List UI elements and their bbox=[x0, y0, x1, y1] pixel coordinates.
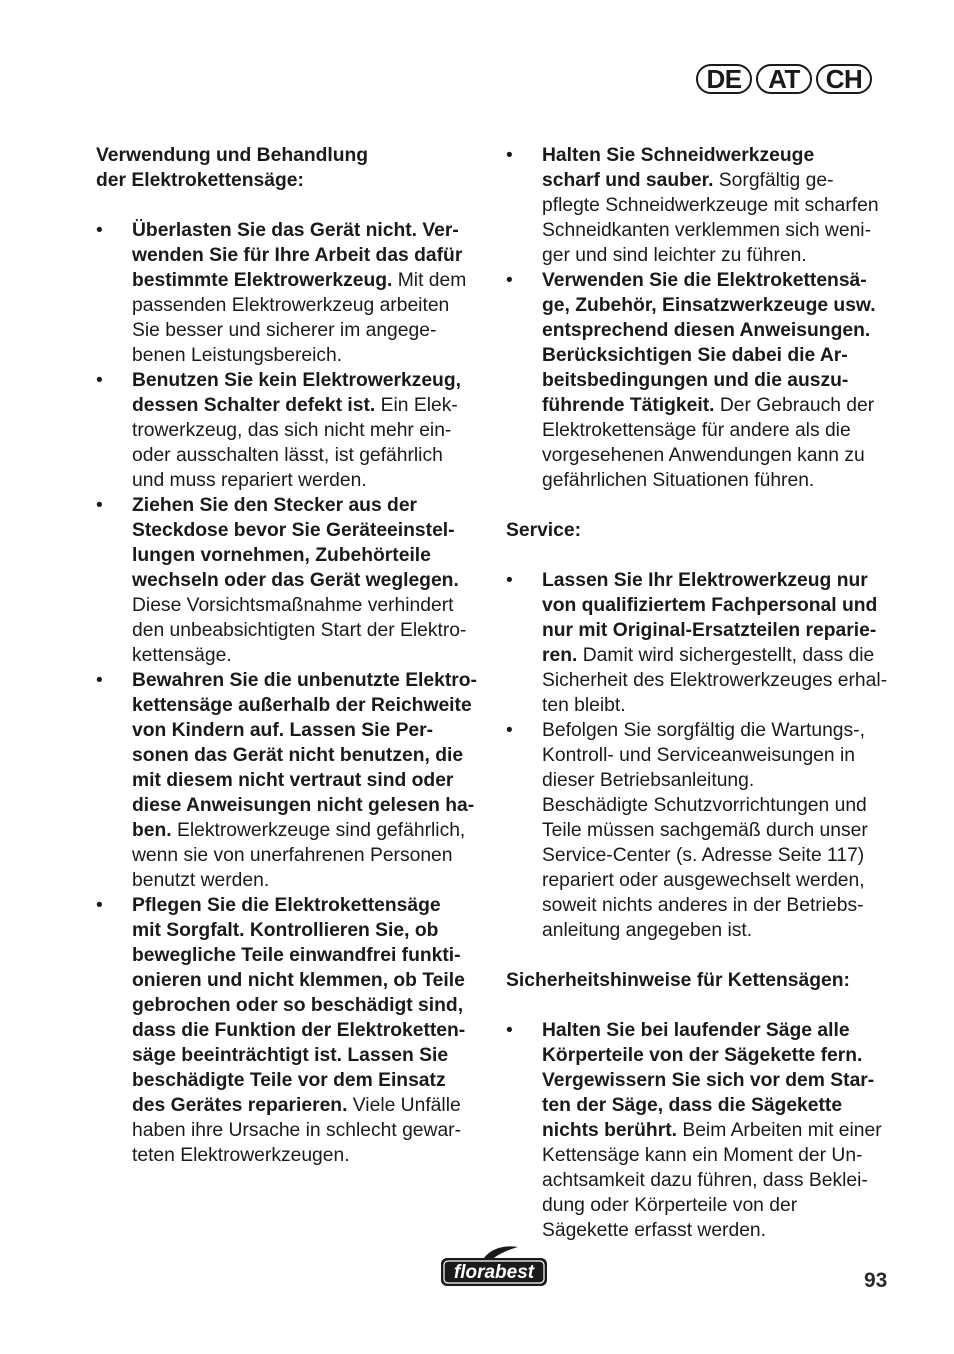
text-line: Vergewissern Sie sich vor dem Star- bbox=[542, 1070, 875, 1091]
item-text bbox=[132, 218, 486, 368]
text-line: Verwenden Sie die Elektrokettensä- bbox=[542, 270, 867, 291]
service-list bbox=[506, 568, 896, 718]
text-line: nur mit Original-Ersatzteilen reparie- bbox=[542, 620, 877, 641]
text-line bbox=[132, 568, 486, 593]
text-line: Elektrokettensäge für andere als die bbox=[542, 420, 851, 441]
text-line: entsprechend diesen Anweisungen. bbox=[542, 320, 871, 341]
bold-lead: ren. bbox=[542, 645, 578, 666]
item-text bbox=[132, 368, 486, 493]
text-line: lungen vornehmen, Zubehörteile bbox=[132, 545, 431, 566]
text-line: kettensäge. bbox=[132, 645, 232, 666]
bullet: • bbox=[96, 495, 103, 516]
bold-lead: dessen Schalter defekt ist. bbox=[132, 395, 376, 416]
bullet: • bbox=[506, 1020, 513, 1041]
text-line: Benutzen Sie kein Elektrowerkzeug, bbox=[132, 370, 461, 391]
text-line bbox=[132, 268, 486, 293]
text-line bbox=[542, 393, 896, 418]
page-number: 93 bbox=[864, 1269, 888, 1292]
bullet: • bbox=[506, 570, 513, 591]
text-line: passenden Elektrowerkzeug arbeiten bbox=[132, 295, 450, 316]
text-line: Bewahren Sie die unbenutzte Elektro- bbox=[132, 670, 477, 691]
text-line: den unbeabsichtigten Start der Elektro- bbox=[132, 620, 467, 641]
section-heading-usage: Verwendung und Behandlung der Elektrokettensäge: bbox=[96, 145, 369, 191]
list-item bbox=[96, 493, 486, 668]
text-line: sonen das Gerät nicht benutzen, die bbox=[132, 745, 464, 766]
text-line: haben ihre Ursache in schlecht gewar- bbox=[132, 1120, 462, 1141]
list-item bbox=[96, 218, 486, 368]
text-line: ger und sind leichter zu führen. bbox=[542, 245, 807, 266]
normal-text: Viele Unfälle bbox=[347, 1095, 461, 1116]
item-text bbox=[542, 268, 896, 493]
safety-list bbox=[506, 1018, 896, 1243]
text-line: Sicherheit des Elektrowerkzeuges erhal- bbox=[542, 670, 888, 691]
text-line bbox=[132, 1093, 486, 1118]
text-line: ten bleibt. bbox=[542, 695, 626, 716]
text-line: Ziehen Sie den Stecker aus der bbox=[132, 495, 418, 516]
bullet: • bbox=[96, 370, 103, 391]
text-line: Sägekette erfasst werden. bbox=[542, 1220, 767, 1241]
text-line: ten der Säge, dass die Sägekette bbox=[542, 1095, 843, 1116]
text-line: bewegliche Teile einwandfrei funkti- bbox=[132, 945, 461, 966]
normal-text: Ein Elek- bbox=[375, 395, 458, 416]
bullet: • bbox=[96, 670, 103, 691]
text-line: Schneidkanten verklemmen sich weni- bbox=[542, 220, 872, 241]
text-line bbox=[132, 818, 486, 843]
bullet: • bbox=[506, 145, 513, 166]
text-line: pflegte Schneidwerkzeuge mit scharfen bbox=[542, 195, 879, 216]
text-line: Diese Vorsichtsmaßnahme verhindert bbox=[132, 595, 454, 616]
list-item bbox=[96, 893, 486, 1168]
bold-lead: nichts berührt. bbox=[542, 1120, 677, 1141]
text-line bbox=[542, 168, 896, 193]
item-text bbox=[132, 668, 486, 893]
text-line: teten Elektrowerkzeugen. bbox=[132, 1145, 350, 1166]
item-text: Befolgen Sie sorgfältig die Wartungs-, Kontroll- und Serviceanweisungen in dieser Betriebsanleitung. Beschädigte Schutzvorrichtungen und Teile müssen sachgemäß durch unser Service-Center (s. Adresse Seite 117) repariert oder ausgewechselt werden, soweit nichts anderes in der Betriebs- anleitung angegeben ist. bbox=[542, 720, 868, 941]
bold-lead: des Gerätes reparieren. bbox=[132, 1095, 348, 1116]
text-line: Pflegen Sie die Elektrokettensäge bbox=[132, 895, 441, 916]
text-line: dung oder Körperteile von der bbox=[542, 1195, 798, 1216]
text-line: Berücksichtigen Sie dabei die Ar- bbox=[542, 345, 848, 366]
text-line: von Kindern auf. Lassen Sie Per- bbox=[132, 720, 434, 741]
text-line bbox=[132, 393, 486, 418]
text-line bbox=[542, 643, 896, 668]
text-line: Halten Sie bei laufender Säge alle bbox=[542, 1020, 850, 1041]
item-text bbox=[132, 493, 486, 668]
usage-list bbox=[96, 218, 486, 1168]
text-line: onieren und nicht klemmen, ob Teile bbox=[132, 970, 465, 991]
text-line: oder ausschalten lässt, ist gefährlich bbox=[132, 445, 443, 466]
list-item bbox=[96, 368, 486, 493]
florabest-logo bbox=[438, 1244, 550, 1290]
country-badge-de: DE bbox=[696, 64, 752, 94]
bullet: • bbox=[506, 720, 513, 741]
text-line: ge, Zubehör, Einsatzwerkzeuge usw. bbox=[542, 295, 876, 316]
text-line: Kettensäge kann ein Moment der Un- bbox=[542, 1145, 863, 1166]
text-line: mit diesem nicht vertraut sind oder bbox=[132, 770, 454, 791]
text-line: achtsamkeit dazu führen, dass Beklei- bbox=[542, 1170, 868, 1191]
bullet: • bbox=[96, 220, 103, 241]
section-heading-safety: Sicherheitshinweise für Kettensägen: bbox=[506, 970, 850, 991]
text-line: beitsbedingungen und die auszu- bbox=[542, 370, 849, 391]
left-column bbox=[96, 143, 486, 1168]
text-line: Körperteile von der Sägekette fern. bbox=[542, 1045, 863, 1066]
text-line: gebrochen oder so beschädigt sind, bbox=[132, 995, 464, 1016]
text-line: dass die Funktion der Elektroketten- bbox=[132, 1020, 466, 1041]
text-line: Überlasten Sie das Gerät nicht. Ver- bbox=[132, 220, 459, 241]
text-line: trowerkzeug, das sich nicht mehr ein- bbox=[132, 420, 452, 441]
bullet: • bbox=[96, 895, 103, 916]
bold-lead: führende Tätigkeit. bbox=[542, 395, 715, 416]
list-item bbox=[506, 1018, 896, 1243]
text-line: und muss repariert werden. bbox=[132, 470, 367, 491]
text-line: kettensäge außerhalb der Reichweite bbox=[132, 695, 472, 716]
item-text bbox=[542, 568, 896, 718]
text-line: säge beeinträchtigt ist. Lassen Sie bbox=[132, 1045, 449, 1066]
section-heading-service: Service: bbox=[506, 520, 582, 541]
normal-text: Mit dem bbox=[392, 270, 467, 291]
text-line: Sie besser und sicherer im angege- bbox=[132, 320, 437, 341]
text-line: beschädigte Teile vor dem Einsatz bbox=[132, 1070, 446, 1091]
item-text bbox=[132, 893, 486, 1168]
cutting-tools-list bbox=[506, 143, 896, 493]
list-item bbox=[506, 143, 896, 268]
normal-text: Beim Arbeiten mit einer bbox=[676, 1120, 882, 1141]
text-line: vorgesehenen Anwendungen kann zu bbox=[542, 445, 865, 466]
text-line: benen Leistungsbereich. bbox=[132, 345, 343, 366]
text-line: Steckdose bevor Sie Geräteeinstel- bbox=[132, 520, 455, 541]
bullet: • bbox=[506, 270, 513, 291]
list-item bbox=[506, 568, 896, 718]
normal-text: Elektrowerkzeuge sind gefährlich, bbox=[171, 820, 466, 841]
normal-text: Sorgfältig ge- bbox=[713, 170, 834, 191]
list-item bbox=[506, 718, 896, 943]
text-line: Lassen Sie Ihr Elektrowerkzeug nur bbox=[542, 570, 868, 591]
text-line: Halten Sie Schneidwerkzeuge bbox=[542, 145, 815, 166]
text-line: benutzt werden. bbox=[132, 870, 270, 891]
text-line: von qualifiziertem Fachpersonal und bbox=[542, 595, 878, 616]
text-line: mit Sorgfalt. Kontrollieren Sie, ob bbox=[132, 920, 439, 941]
item-text bbox=[542, 1018, 896, 1243]
country-badges bbox=[696, 64, 872, 94]
text-line: gefährlichen Situationen führen. bbox=[542, 470, 815, 491]
right-column bbox=[506, 143, 896, 1243]
bold-lead: wechseln oder das Gerät weglegen. bbox=[132, 570, 459, 591]
text-line: wenn sie von unerfahrenen Personen bbox=[132, 845, 453, 866]
bold-lead: ben. bbox=[132, 820, 172, 841]
normal-text: Der Gebrauch der bbox=[714, 395, 875, 416]
list-item bbox=[506, 268, 896, 493]
country-badge-at: AT bbox=[756, 64, 812, 94]
text-line bbox=[542, 1118, 896, 1143]
list-item bbox=[96, 668, 486, 893]
text-line: diese Anweisungen nicht gelesen ha- bbox=[132, 795, 475, 816]
item-text bbox=[542, 143, 896, 268]
text-line: wenden Sie für Ihre Arbeit das dafür bbox=[132, 245, 463, 266]
svg-text:florabest: florabest bbox=[453, 1262, 535, 1283]
country-badge-ch: CH bbox=[816, 64, 872, 94]
bold-lead: bestimmte Elektrowerkzeug. bbox=[132, 270, 393, 291]
normal-text: Damit wird sichergestellt, dass die bbox=[577, 645, 875, 666]
bold-lead: scharf und sauber. bbox=[542, 170, 714, 191]
